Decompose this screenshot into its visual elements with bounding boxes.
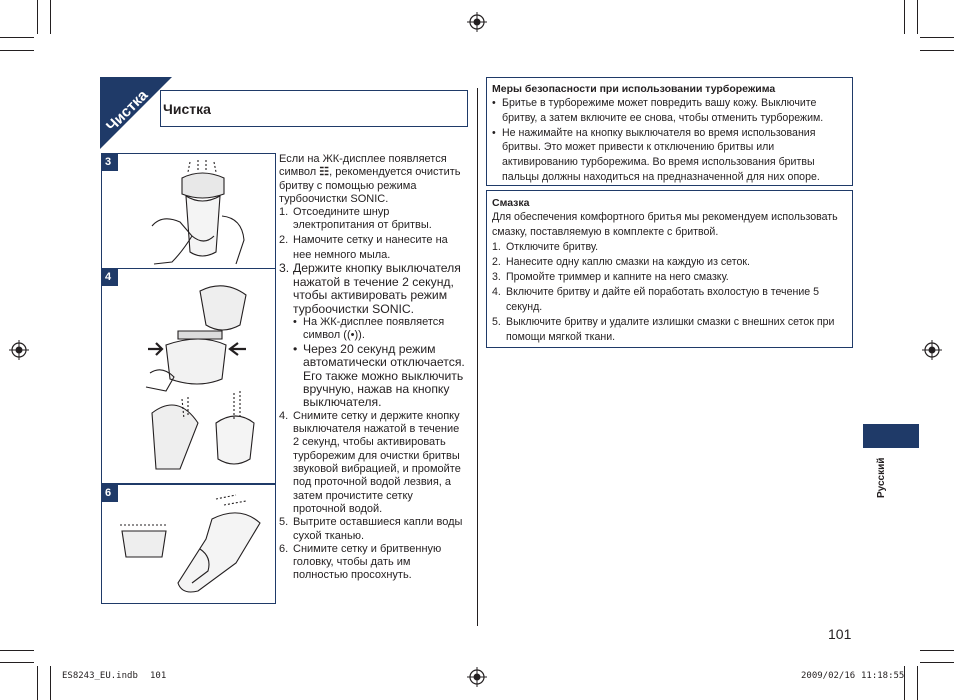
list-item: 2. Намочите сетку и нанесите на нее немного мыла. xyxy=(279,233,448,261)
lubrication-steps xyxy=(492,240,847,345)
list-item: 3. Держите кнопку выключателя нажатой в течение 2 секунд, чтобы активировать режим турбоочистки SONIC. • На ЖК-дисплее появляется символ ((•)). • Через 20 секунд режим автоматически отключается. Его также можно выключить вручную, нажав на кнопку выключателя. xyxy=(279,261,465,410)
registration-mark-icon xyxy=(467,667,487,687)
slug-time: 11:18:55 xyxy=(861,671,905,681)
turbo-safety-bullets xyxy=(492,96,847,185)
registration-mark-icon xyxy=(922,340,942,360)
list-item: 4. Включите бритву и дайте ей поработать вхолостую в течение 5 секунд. xyxy=(492,286,819,313)
figure-3 xyxy=(101,153,276,269)
cleaning-illustration xyxy=(122,273,272,481)
list-item: 1. Отключите бритву. xyxy=(492,241,599,253)
shaver-hand-illustration xyxy=(132,156,262,268)
column-divider xyxy=(477,88,478,626)
slug-date: 2009/02/16 xyxy=(801,671,856,681)
list-item: 2. Нанесите одну каплю смазки на каждую из сеток. xyxy=(492,256,750,268)
instructions-steps xyxy=(279,206,465,583)
lubrication-intro: Для обеспечения комфортного бритья мы рекомендуем использовать смазку, поставляемую в комплекте с бритвой. xyxy=(492,211,838,238)
step3-bullets xyxy=(293,316,465,410)
list-item: • Через 20 секунд режим автоматически отключается. Его также можно выключить вручную, нажав на кнопку выключателя. xyxy=(293,341,465,410)
sonic-wave-icon: ((•)) xyxy=(343,329,362,342)
list-item: • На ЖК-дисплее появляется символ ((•)). xyxy=(293,316,445,342)
list-item: • Не нажимайте на кнопку выключателя во время использования бритвы. Это может привести к отключению бритвы или активированию турборежима. Во время использования бритвы пальцы должны находиться на предназначенной для них опоре. xyxy=(492,126,820,183)
figure-number: 4 xyxy=(105,271,112,283)
registration-mark-icon xyxy=(467,12,487,32)
language-tab xyxy=(863,424,919,448)
section-title: Чистка xyxy=(163,101,211,117)
lubrication-box xyxy=(486,190,853,348)
section-tab-label: Чистка xyxy=(103,86,152,136)
list-item: 5. Выключите бритву и удалите излишки смазки с внешних сеток при помощи мягкой ткани. xyxy=(492,316,835,343)
turbo-safety-title: Меры безопасности при использовании турборежима xyxy=(492,83,776,95)
lubrication-title: Смазка xyxy=(492,197,530,209)
language-label: Русский xyxy=(876,457,887,498)
list-item: 1. Отсоедините шнур электропитания от бритвы. xyxy=(279,206,432,232)
registration-mark-icon xyxy=(9,340,29,360)
instructions-intro: Если на ЖК-дисплее появляется символ ☷, рекомендуется очистить бритву с помощью режима турбоочистки SONIC. xyxy=(279,153,461,205)
figure-4 xyxy=(101,268,276,484)
figure-number: 3 xyxy=(105,156,112,168)
figure-number: 6 xyxy=(105,487,112,499)
cleaning-symbol-icon: ☷ xyxy=(319,166,330,179)
list-item: 4. Снимите сетку и держите кнопку выключателя нажатой в течение 2 секунд, чтобы активировать турборежим для очистки бритвы звуковой вибрацией, и промойте под проточной водой лезвия, а затем прочистите сетку проточной водой. xyxy=(279,409,461,515)
page-number: 101 xyxy=(828,626,852,642)
turbo-safety-box xyxy=(486,77,853,186)
slug-file: ES8243_EU.indb xyxy=(62,671,138,681)
figure-6 xyxy=(101,484,276,604)
drying-illustration xyxy=(116,491,274,601)
list-item: • Бритье в турборежиме может повредить вашу кожу. Выключите бритву, а затем включите ее снова, чтобы отменить турборежим. xyxy=(492,97,824,124)
list-item: 5. Вытрите оставшиеся капли воды сухой тканью. xyxy=(279,516,463,542)
list-item: 3. Промойте триммер и капните на него смазку. xyxy=(492,271,729,283)
list-item: 6. Снимите сетку и бритвенную головку, чтобы дать им полностью просохнуть. xyxy=(279,542,442,582)
slug-page: 101 xyxy=(150,671,167,681)
